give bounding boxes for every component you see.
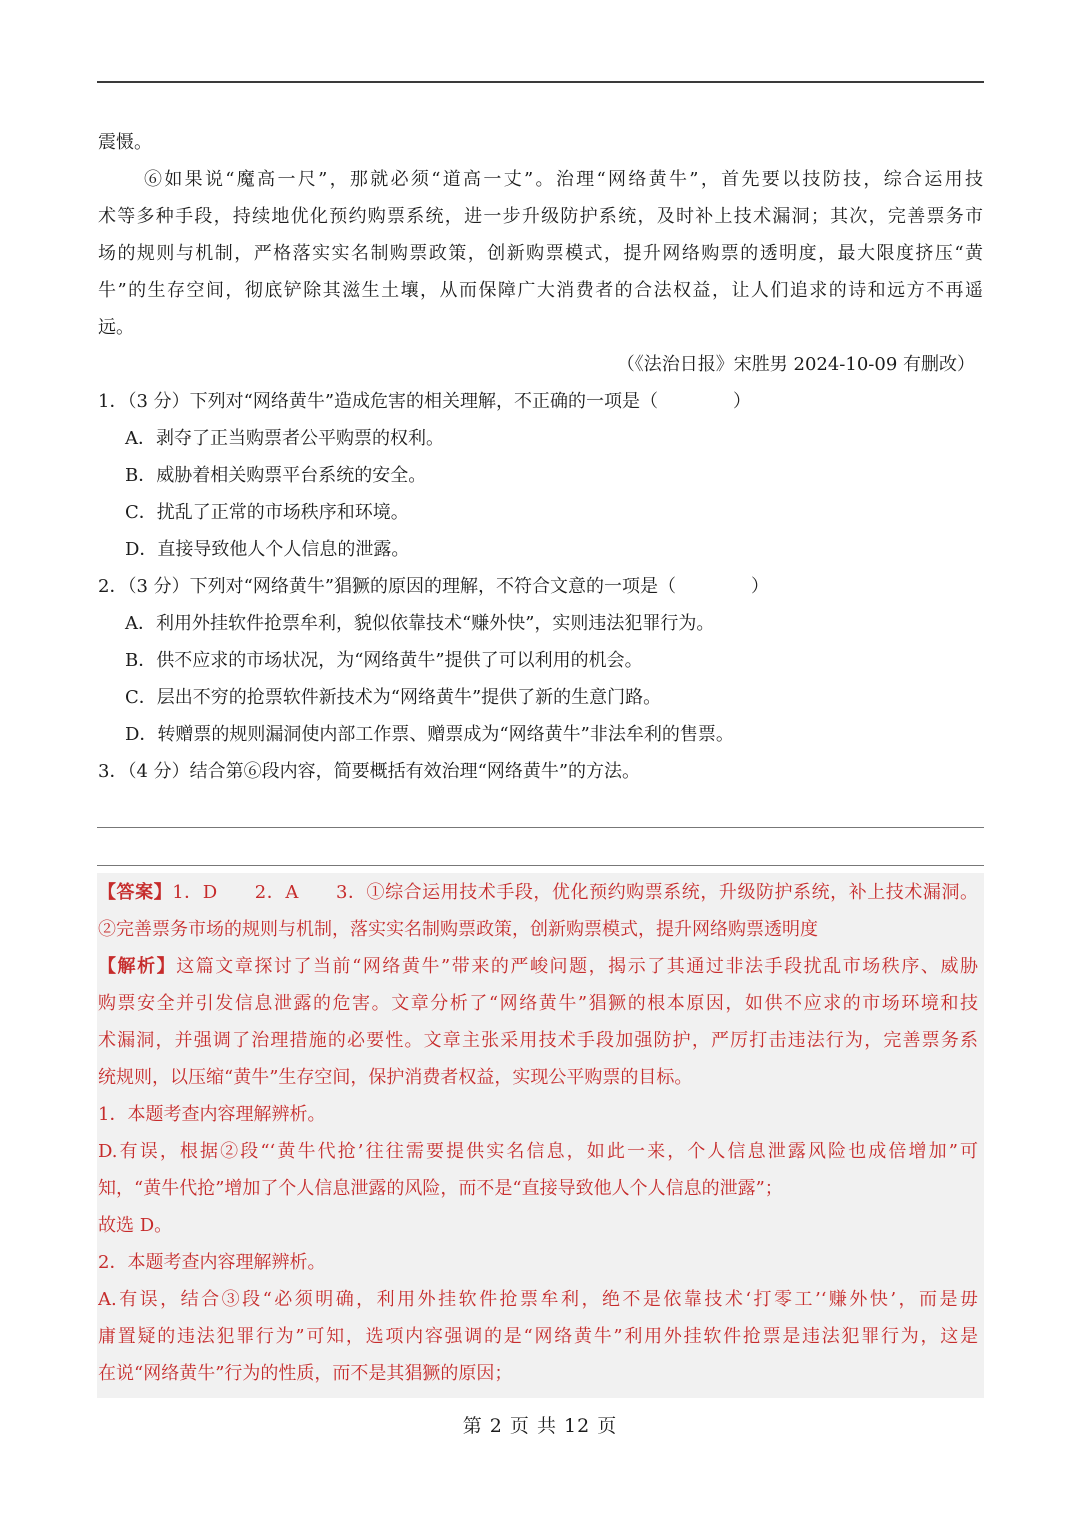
answer-tag: 【答案】 [98, 882, 173, 903]
analysis-text: 这篇文章探讨了当前“网络黄牛”带来的严峻问题，揭示了其通过非法手段扰乱市场秩序、威胁 [176, 956, 978, 977]
q1-analysis-line: 故选 D。 [98, 1215, 173, 1236]
q2-analysis-line: A.有误，结合③段“必须明确，利用外挂软件抢票牟利，绝不是依靠技术‘打零工’‘赚外快’，而是毋 [98, 1289, 978, 1310]
q2-analysis-title: 2．本题考查内容理解辨析。 [98, 1252, 326, 1273]
answer-line [98, 874, 978, 911]
question-1-option-c: C．扰乱了正常的市场秩序和环境。 [125, 502, 409, 523]
question-1-option-d: D．直接导致他人个人信息的泄露。 [125, 539, 410, 560]
question-paren-close: ） [751, 576, 770, 597]
analysis-line: 购票安全并引发信息泄露的危害。文章分析了“网络黄牛”猖獗的根本原因，如供不应求的市场环境和技 [98, 993, 978, 1014]
question-2-option-a: A．利用外挂软件抢票牟利，貌似依靠技术“赚外快”，实则违法犯罪行为。 [125, 613, 715, 634]
question-2-option-d: D．转赠票的规则漏洞使内部工作票、赠票成为“网络黄牛”非法牟利的售票。 [125, 724, 734, 745]
question-paren-close: ） [733, 391, 752, 412]
q1-analysis-line: D.有误，根据②段“‘黄牛代抢’往往需要提供实名信息，如此一来，个人信息泄露风险也成倍增加”可 [98, 1141, 978, 1162]
answer-line: ②完善票务市场的规则与机制，落实实名制购票政策，创新购票模式，提升网络购票透明度 [98, 919, 818, 940]
question-3-stem: 3．（4 分）结合第⑥段内容，简要概括有效治理“网络黄牛”的方法。 [98, 761, 641, 782]
analysis-line [98, 948, 978, 985]
question-stem-text: 1．（3 分）下列对“网络黄牛”造成危害的相关理解，不正确的一项是（ [98, 391, 659, 412]
q2-analysis-line: 在说“网络黄牛”行为的性质，而不是其猖獗的原因； [98, 1363, 513, 1384]
top-rule [97, 81, 984, 83]
divider-rule [97, 827, 984, 828]
source-citation: （《法治日报》宋胜男 2024-10-09 有删改） [616, 354, 975, 375]
passage-line: 震慑。 [98, 132, 152, 153]
passage-section [98, 124, 983, 790]
q2-analysis-line: 庸置疑的违法犯罪行为”可知，选项内容强调的是“网络黄牛”利用外挂软件抢票是违法犯罪行为，这是 [98, 1326, 978, 1347]
question-2-stem [98, 568, 983, 605]
q1-analysis-line: 知，“黄牛代抢”增加了个人信息泄露的风险，而不是“直接导致他人个人信息的泄露”； [98, 1178, 783, 1199]
answer-text: 1．D 2．A 3．①综合运用技术手段，优化预约购票系统，升级防护系统，补上技术漏洞。 [172, 882, 978, 903]
passage-line: 牛”的生存空间，彻底铲除其滋生土壤，从而保障广大消费者的合法权益，让人们追求的诗和远方不再遥 [98, 280, 983, 301]
question-1-stem [98, 383, 983, 420]
answer-section [98, 874, 978, 1392]
analysis-tag: 【解析】 [98, 956, 177, 977]
analysis-line: 术漏洞，并强调了治理措施的必要性。文章主张采用技术手段加强防护，严厉打击违法行为，完善票务系 [98, 1030, 978, 1051]
divider-rule [97, 865, 984, 866]
page-number: 第 2 页 共 12 页 [462, 1415, 618, 1437]
q1-analysis-title: 1．本题考查内容理解辨析。 [98, 1104, 326, 1125]
question-2-option-b: B．供不应求的市场状况，为“网络黄牛”提供了可以利用的机会。 [125, 650, 643, 671]
passage-line: 远。 [98, 317, 134, 338]
analysis-line: 统规则，以压缩“黄牛”生存空间，保护消费者权益，实现公平购票的目标。 [98, 1067, 693, 1088]
passage-line: 术等多种手段，持续地优化预约购票系统，进一步升级防护系统，及时补上技术漏洞；其次，完善票务市 [98, 206, 983, 227]
question-2-option-c: C．层出不穷的抢票软件新技术为“网络黄牛”提供了新的生意门路。 [125, 687, 662, 708]
passage-line: ⑥如果说“魔高一尺”，那就必须“道高一丈”。治理“网络黄牛”，首先要以技防技，综合运用技 [144, 169, 983, 190]
question-stem-text: 2．（3 分）下列对“网络黄牛”猖獗的原因的理解，不符合文意的一项是（ [98, 576, 677, 597]
passage-line: 场的规则与机制，严格落实实名制购票政策，创新购票模式，提升网络购票的透明度，最大限度挤压“黄 [98, 243, 983, 264]
question-1-option-b: B．威胁着相关购票平台系统的安全。 [125, 465, 427, 486]
question-1-option-a: A．剥夺了正当购票者公平购票的权利。 [125, 428, 444, 449]
